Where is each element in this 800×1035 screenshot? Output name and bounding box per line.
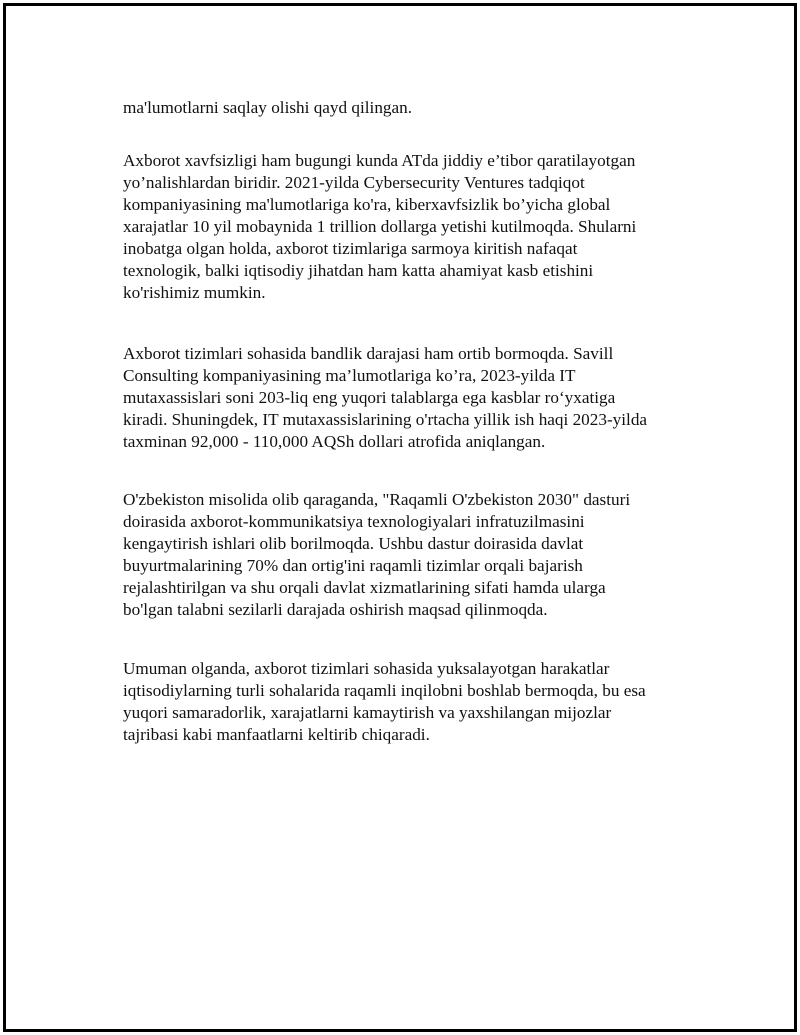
page-frame [3, 3, 797, 1032]
paragraph [123, 150, 708, 304]
text-line: iqtisodiylarning turli sohalarida raqamli inqilobni boshlab bermoqda, bu esa [123, 681, 646, 700]
text-line: buyurtmalarining 70% dan ortig'ini raqamli tizimlar orqali bajarish [123, 556, 583, 575]
text-line: tajribasi kabi manfaatlarni keltirib chiqaradi. [123, 725, 430, 744]
text-line: taxminan 92,000 - 110,000 AQSh dollari atrofida aniqlangan. [123, 432, 546, 451]
text-line: kiradi. Shuningdek, IT mutaxassislarining o'rtacha yillik ish haqi 2023-yilda [123, 410, 648, 429]
text-line: O'zbekiston misolida olib qaraganda, "Raqamli O'zbekiston 2030" dasturi [123, 490, 631, 509]
text-line: doirasida axborot-kommunikatsiya texnologiyalari infratuzilmasini [123, 512, 585, 531]
text-line: Axborot tizimlari sohasida bandlik darajasi ham ortib bormoqda. Savill [123, 344, 614, 363]
paragraph [123, 489, 708, 621]
text-line: yo’nalishlardan biridir. 2021-yilda Cybersecurity Ventures tadqiqot [123, 173, 585, 192]
text-line: ma'lumotlarni saqlay olishi qayd qilingan. [123, 98, 413, 117]
text-line: Consulting kompaniyasining ma’lumotlariga ko’ra, 2023-yilda IT [123, 366, 576, 385]
text-line: kompaniyasining ma'lumotlariga ko'ra, kiberxavfsizlik bo’yicha global [123, 195, 611, 214]
text-line: mutaxassislari soni 203-liq eng yuqori talablarga ega kasblar ro‘yxatiga [123, 388, 616, 407]
text-line: bo'lgan talabni sezilarli darajada oshirish maqsad qilinmoqda. [123, 600, 548, 619]
text-line: xarajatlar 10 yil mobaynida 1 trillion dollarga yetishi kutilmoqda. Shularni [123, 217, 637, 236]
text-line: texnologik, balki iqtisodiy jihatdan ham katta ahamiyat kasb etishini [123, 261, 594, 280]
paragraph [123, 343, 708, 453]
text-line: yuqori samaradorlik, xarajatlarni kamaytirish va yaxshilangan mijozlar [123, 703, 612, 722]
text-line: rejalashtirilgan va shu orqali davlat xizmatlarining sifati hamda ularga [123, 578, 606, 597]
text-line: Umuman olganda, axborot tizimlari sohasida yuksalayotgan harakatlar [123, 659, 610, 678]
text-line: Axborot xavfsizligi ham bugungi kunda ATda jiddiy e’tibor qaratilayotgan [123, 151, 636, 170]
text-line: ko'rishimiz mumkin. [123, 283, 266, 302]
text-line: kengaytirish ishlari olib borilmoqda. Ushbu dastur doirasida davlat [123, 534, 584, 553]
text-line: inobatga olgan holda, axborot tizimlariga sarmoya kiritish nafaqat [123, 239, 578, 258]
paragraph [123, 97, 708, 119]
paragraph [123, 658, 708, 746]
